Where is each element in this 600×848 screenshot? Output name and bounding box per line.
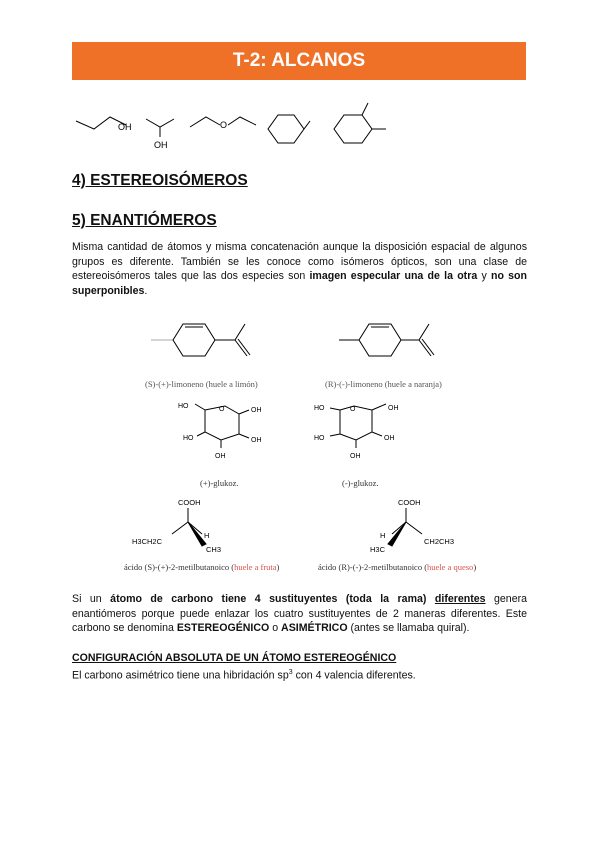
caption-glucose-minus: (-)-glukoz.: [342, 478, 379, 488]
cooh-label: COOH: [398, 498, 421, 507]
caption-limonene-s: (S)-(+)-limoneno (huele a limón): [145, 379, 258, 389]
o-label: O: [350, 406, 356, 413]
ch2ch3-label: CH2CH3: [424, 537, 455, 546]
oh-label: OH: [388, 405, 399, 412]
caption-glucose-plus: (+)-glukoz.: [200, 478, 239, 488]
limonene-r-structure: [335, 308, 465, 373]
cooh-label: COOH: [178, 498, 201, 507]
h-label: H: [380, 531, 386, 540]
acid-r-structure: [362, 494, 472, 558]
ho-label: HO: [183, 435, 194, 442]
page-title: T-2: ALCANOS: [232, 50, 366, 71]
caption-acid-s: ácido (S)-(+)-2-metilbutanoico (huele a fruta): [124, 562, 280, 572]
oh-label: OH: [350, 453, 361, 460]
limonene-s-structure: [145, 308, 275, 373]
o-label: O: [220, 120, 228, 130]
h3c-label: H3C: [370, 545, 386, 554]
glucose-plus-structure: [175, 396, 275, 476]
paragraph-hybridization: El carbono asimétrico tiene una hibridación $sp^3$ con 4 valencia diferentes.: [72, 669, 416, 682]
ho-label: HO: [178, 403, 189, 410]
top-structures: [60, 95, 400, 160]
section-heading-enantiomeros: 5) ENANTIÓMEROS: [72, 212, 217, 229]
o-label: O: [219, 406, 225, 413]
oh-label: OH: [384, 435, 395, 442]
oh-label: OH: [251, 407, 262, 414]
caption-acid-r: ácido (R)-(-)-2-metilbutanoico (huele a queso): [318, 562, 477, 572]
ho-label: HO: [314, 435, 325, 442]
oh-label: OH: [215, 453, 226, 460]
oh-label: OH: [154, 140, 168, 150]
h3cch2-label: H3CH2C: [132, 537, 163, 546]
h-label: H: [204, 531, 210, 540]
paragraph-stereogenic: Si un átomo de carbono tiene 4 sustituyentes (toda la rama) diferentes genera enantiómeros porque puede enlazar los cuatro sustituyentes de 2 maneras diferentes. Este carbono se denomina ESTEREOGÉNICO o ASIMÉTRICO (antes se llamaba quiral).: [72, 593, 528, 635]
ho-label: HO: [314, 405, 325, 412]
ch3-label: CH3: [206, 545, 222, 554]
oh-label: OH: [118, 122, 132, 132]
glucose-minus-structure: [310, 396, 420, 476]
title-banner: [72, 42, 526, 80]
section-heading-estereoisomeros: 4) ESTEREOISÓMEROS: [72, 172, 248, 189]
subheading-configuracion: CONFIGURACIÓN ABSOLUTA DE UN ÁTOMO ESTEREOGÉNICO: [72, 652, 397, 664]
oh-label: OH: [251, 437, 262, 444]
paragraph-definition: Misma cantidad de átomos y misma concatenación aunque la disposición espacial de algunos grupos es diferente. También se les conoce como isómeros ópticos, son una clase de estereoisómeros tales que las dos especies son imagen especular una de la otra y no son superponibles.: [72, 241, 528, 297]
acid-s-structure: [130, 494, 240, 558]
caption-limonene-r: (R)-(-)-limoneno (huele a naranja): [325, 379, 442, 389]
